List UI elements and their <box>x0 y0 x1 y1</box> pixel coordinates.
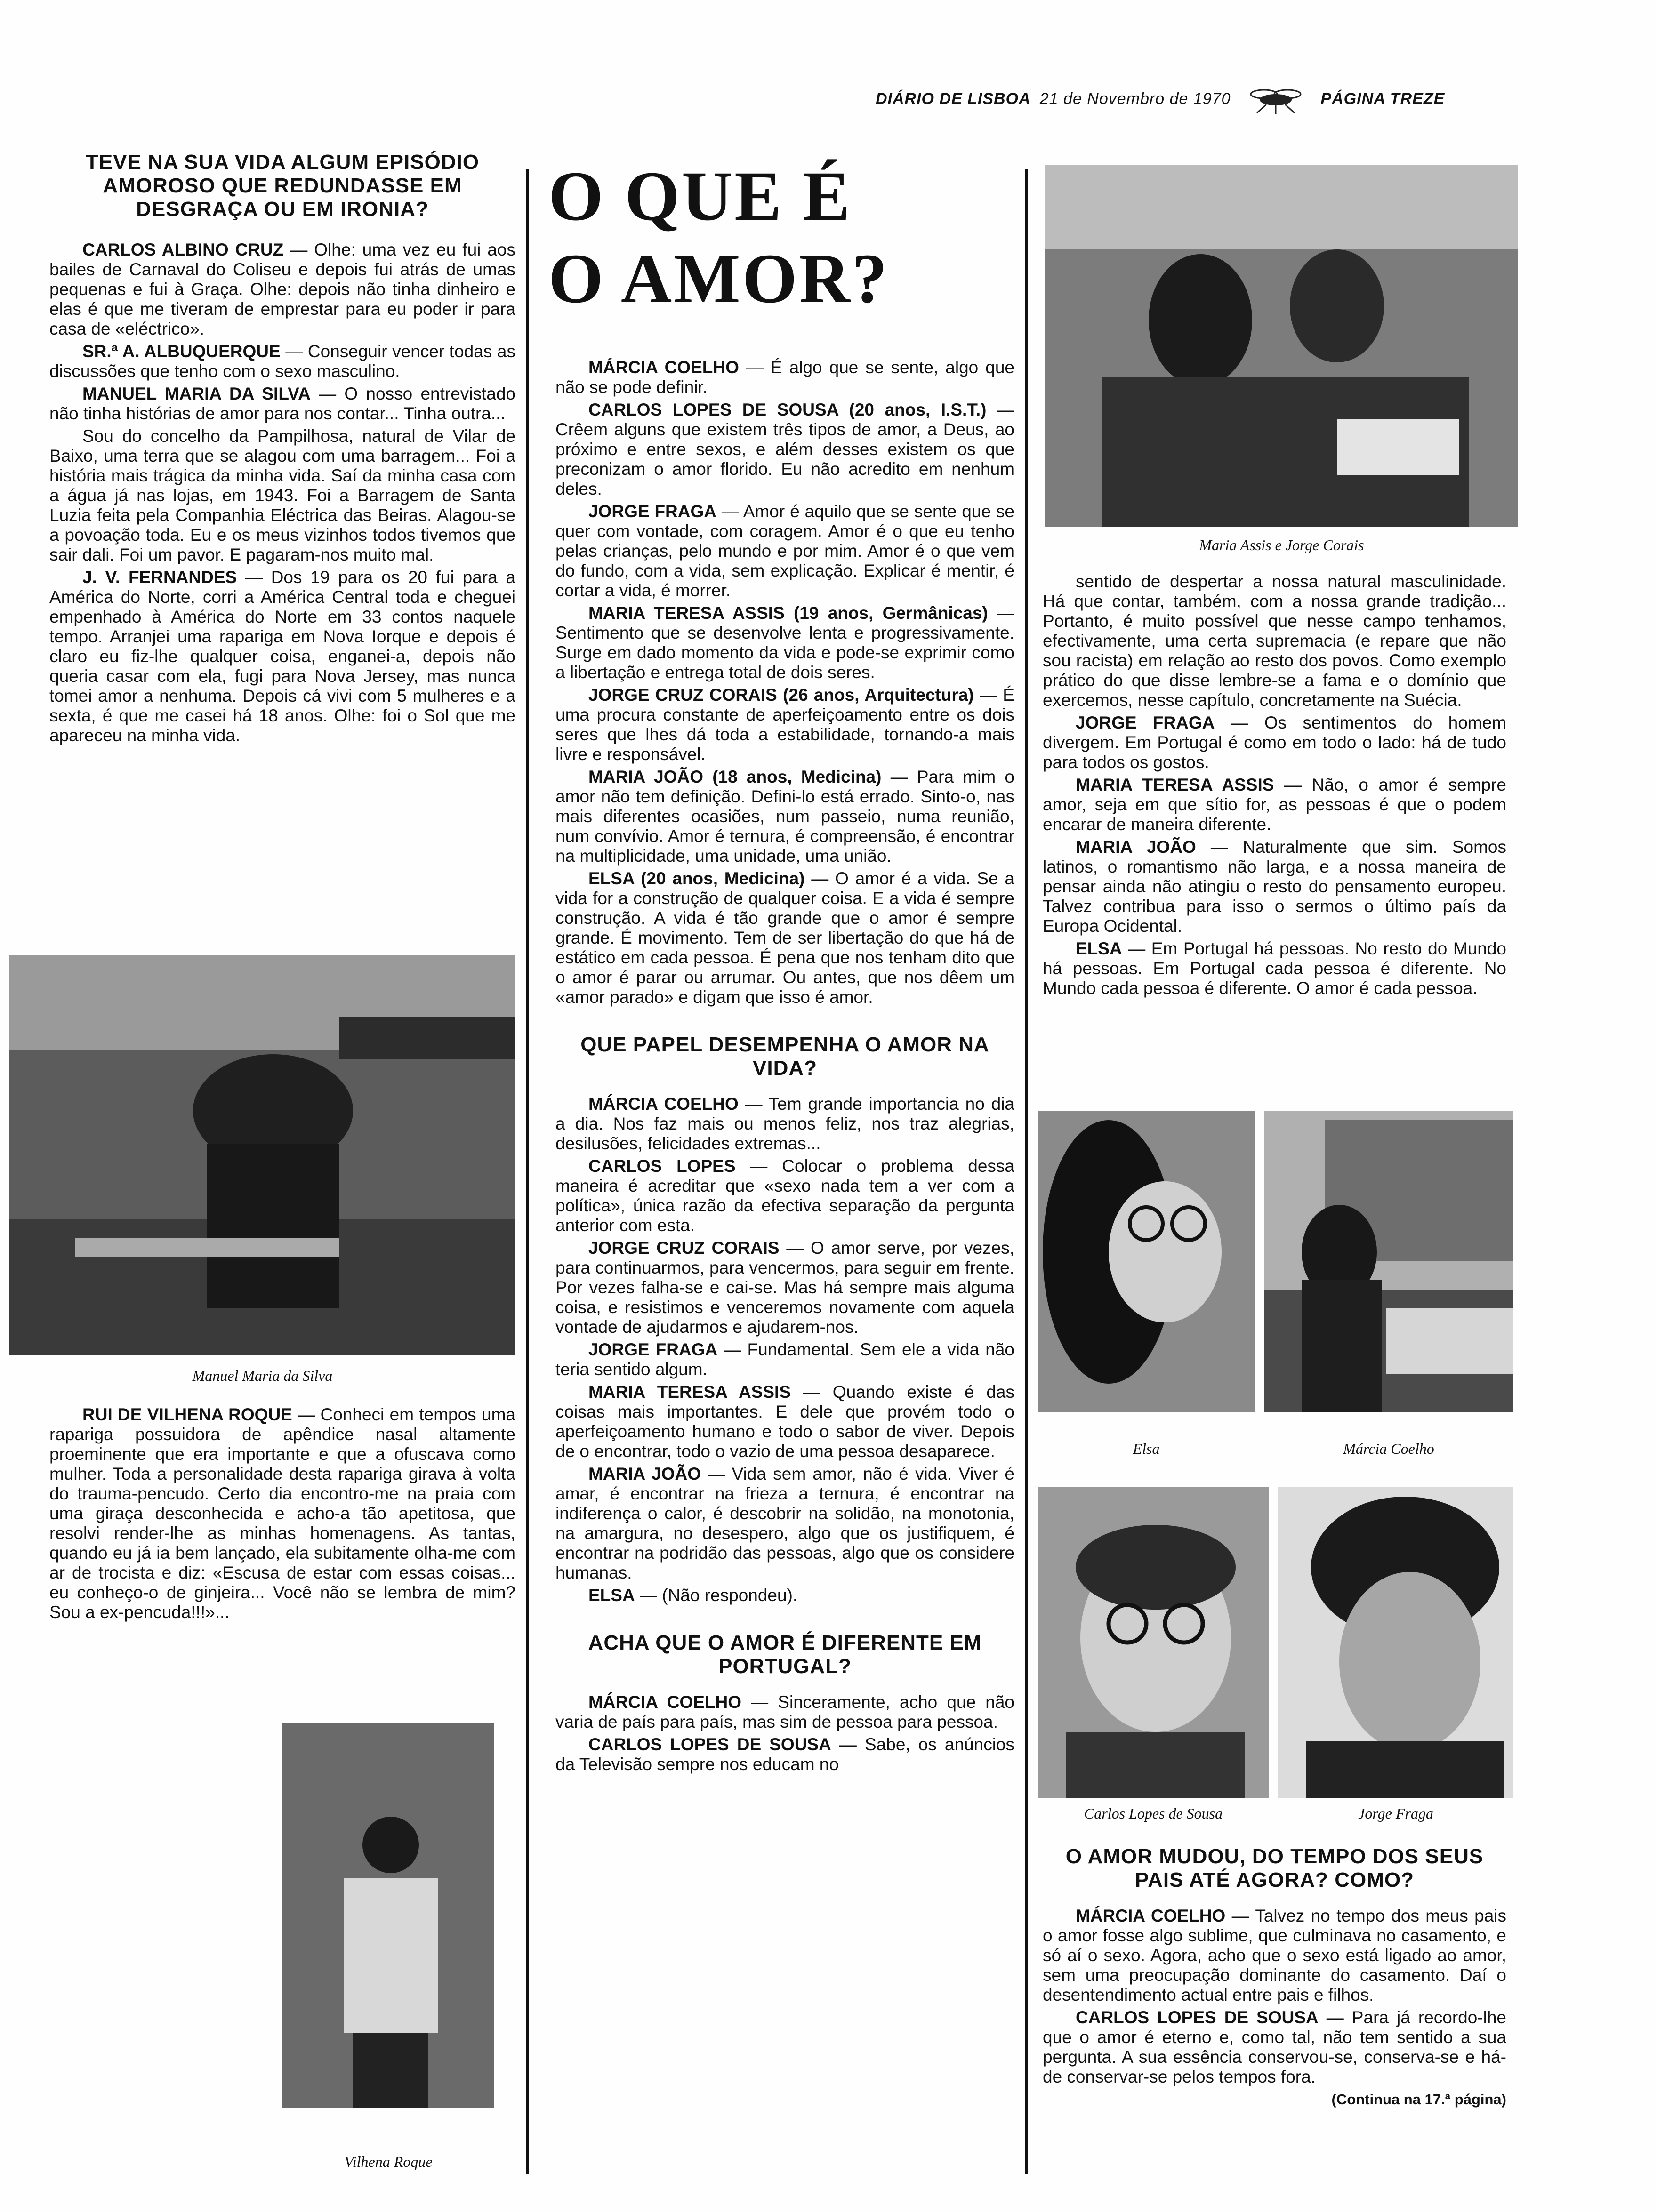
answer-paragraph <box>1043 713 1506 772</box>
caption-manuel: Manuel Maria da Silva <box>192 1367 333 1384</box>
question-heading-4: O AMOR MUDOU, DO TEMPO DOS SEUS PAIS ATÉ AGORA? COMO? <box>1065 1845 1484 1891</box>
answer-paragraph <box>1043 775 1506 834</box>
continues-note: (Continua na 17.ª página) <box>1331 2091 1506 2108</box>
speaker-name: ELSA <box>588 1586 635 1605</box>
question-heading-3: ACHA QUE O AMOR É DIFERENTE EM PORTUGAL? <box>588 1631 982 1678</box>
speaker-name: JORGE FRAGA <box>588 1340 718 1359</box>
answer-paragraph <box>555 767 1014 866</box>
headline-line-2: O AMOR? <box>548 240 889 318</box>
answer-paragraph <box>555 1238 1014 1337</box>
answers-list-3 <box>1043 572 1506 998</box>
photo-man-on-bench-icon <box>9 955 515 1355</box>
answer-paragraph <box>555 1156 1014 1235</box>
answer-text: — O amor serve, por vezes, para continuarmos, para vencermos, para seguir em frente. Por vezes falha-se e cai-se. Mas há sempre mais alguma coisa, e resistimos e venceremos novamente com aquela vontade de ajudarmos e ajudarem-nos. <box>555 1238 1014 1337</box>
answer-paragraph <box>555 869 1014 1007</box>
column-rule-2 <box>1025 169 1028 2174</box>
caption-carlos: Carlos Lopes de Sousa <box>1084 1805 1223 1822</box>
answer-paragraph <box>49 1405 515 1622</box>
answer-text: — Para mim o amor não tem definição. Defini-lo está errado. Sinto-o, nas mais diferentes ocasiões, num passeio, numa reunião, num convívio. Amor é ternura, é compreensão, é encontrar na multiplicidade, uma unidade, uma união. <box>555 767 1014 866</box>
answer-text: — É algo que se sente, algo que não se pode definir. <box>555 358 1014 397</box>
speaker-name: JORGE FRAGA <box>588 502 716 521</box>
column-3 <box>1043 572 1506 1001</box>
speaker-name: MÁRCIA COELHO <box>1076 1906 1226 1925</box>
answers-list-1b <box>49 1405 515 1622</box>
newspaper-name: DIÁRIO DE LISBOA <box>876 89 1030 108</box>
answer-paragraph <box>1043 1906 1506 2005</box>
speaker-name: CARLOS LOPES DE SOUSA <box>588 1735 831 1754</box>
answer-text: — Não, o amor é sempre amor, seja em que sítio for, as pessoas é que o podem encarar de maneira diferente. <box>1043 775 1506 834</box>
speaker-name: SR.ª A. ALBUQUERQUE <box>82 342 281 361</box>
answer-text: — Olhe: uma vez eu fui aos bailes de Carnaval do Coliseu e depois fui atrás de umas pequenas e fui à Graça. Olhe: depois não tinha dinheiro e elas é que me tiveram de emprestar para eu poder ir para casa de «eléctrico». <box>49 240 515 338</box>
answer-paragraph <box>555 1735 1014 1774</box>
speaker-name: CARLOS LOPES DE SOUSA <box>1076 2008 1319 2027</box>
answer-text: — Sentimento que se desenvolve lenta e progressivamente. Surge em dado momento da vida e pode-se exprimir como a libertação e entrega total de dois seres. <box>555 603 1015 682</box>
caption-vilhena: Vilhena Roque <box>344 2153 433 2170</box>
speaker-name: JORGE CRUZ CORAIS <box>588 1238 780 1258</box>
answers-list-2b <box>555 1094 1014 1605</box>
photo-maria-assis-jorge-corais <box>1045 165 1518 527</box>
answer-paragraph <box>555 603 1014 682</box>
question-heading-1: TEVE NA SUA VIDA ALGUM EPISÓDIO AMOROSO QUE REDUNDASSE EM DESGRAÇA OU EM IRONIA? <box>85 151 480 221</box>
speaker-name: J. V. FERNANDES <box>82 568 237 587</box>
answer-paragraph <box>555 502 1014 601</box>
page-header <box>876 86 1445 114</box>
headline-line-1: O QUE É <box>548 157 852 235</box>
answers-list-2c <box>555 1692 1014 1774</box>
photo-marcia-coelho <box>1264 1111 1513 1412</box>
answer-text: — Naturalmente que sim. Somos latinos, o romantismo não larga, e a nossa maneira de pensar ainda não atingiu o resto do pensamento europeu. Talvez contribua para isso o sermos o último país da Europa Ocidental. <box>1043 837 1507 936</box>
answer-text: — Colocar o problema dessa maneira é acreditar que «sexo nada tem a ver com a política», única razão da efectiva separação da pergunta anterior com esta. <box>555 1156 1014 1235</box>
speaker-name: JORGE FRAGA <box>1076 713 1215 732</box>
answer-text: — Tem grande importancia no dia a dia. Nos faz mais ou menos feliz, nos traz alegrias, desilusões, felicidades extremas... <box>555 1094 1014 1153</box>
answer-paragraph <box>555 1464 1014 1583</box>
answer-paragraph <box>1043 572 1506 710</box>
caption-assis-corais: Maria Assis e Jorge Corais <box>1199 537 1364 553</box>
answer-text: — Sabe, os anúncios da Televisão sempre nos educam no <box>555 1735 1015 1774</box>
answer-paragraph <box>555 358 1014 397</box>
issue-date: 21 de Novembro de 1970 <box>1039 89 1231 108</box>
photo-young-man-icon <box>1278 1487 1513 1798</box>
answer-text: Sou do concelho da Pampilhosa, natural de Vilar de Baixo, uma terra que se alagou com uma barragem... Foi a história mais trágica da minha vida. Saí da minha casa com a água já nas lojas, em 1943. Foi a Barragem de Santa Luzia feita pela Companhia Eléctrica das Beiras. Alagou-se a povoação toda. Eu e os meus vizinhos todos tivemos que sair dali. Foi um pavor. E pagaram-nos muito mal. <box>49 426 515 564</box>
answer-text: — É uma procura constante de aperfeiçoamento entre os dois seres que lhes dá toda a estabilidade, tornando-a mais livre e responsável. <box>555 685 1014 764</box>
photo-elsa <box>1038 1111 1255 1412</box>
photo-manuel-maria-da-silva <box>9 955 515 1355</box>
caption-marcia: Márcia Coelho <box>1343 1440 1434 1457</box>
answer-text: — Conheci em tempos uma rapariga possuidora de apêndice nasal altamente proeminente que era importante e que a ofuscava como mulher. Toda a personalidade desta rapariga girava à volta do trauma-pencudo. Certo dia encontro-me na praia com uma giraça desconhecida e acho-a tão apetitosa, que resolvi render-lhe as minhas homenagens. As tantas, quando eu já ia bem lançado, ela subitamente olha-me com ar de trocista e diz: «Escusa de estar com essas coisas... eu conheço-o de ginjeira... Você não se lembra de mim? Sou a ex-pencuda!!!»... <box>49 1405 515 1622</box>
speaker-name: MARIA JOÃO <box>1076 837 1196 857</box>
answer-text: — Sinceramente, acho que não varia de país para país, mas sim de pessoa para pessoa. <box>555 1692 1014 1731</box>
photo-woman-street-icon <box>1264 1111 1513 1412</box>
answer-text: — Dos 19 para os 20 fui para a América do Norte, corri a América Central toda e cheguei empenhado à América do Norte em 33 contos naquele tempo. Arranjei uma rapariga em Nova Iorque e depois é claro eu fiz-lhe qualquer coisa, enganei-a, depois não queria casar com ela, fugi para Nova Jersey, mas nunca tomei amor a nenhuma. Depois cá vivi com 5 mulheres e a sexta, é que me casei há 18 anos. Olhe: foi o Sol que me apareceu na minha vida. <box>49 568 516 745</box>
answer-paragraph <box>1043 939 1506 998</box>
answer-text: — Quando existe é das coisas mais importantes. E dele que provém todo o aperfeiçoamento humano e todo o sabor de viver. Depois de o encontrar, todo o vazio de uma pessoa desaparece. <box>555 1382 1014 1461</box>
answer-paragraph <box>49 240 515 339</box>
photo-woman-glasses-icon <box>1038 1111 1255 1412</box>
fly-icon <box>1240 86 1311 114</box>
answer-paragraph <box>555 685 1014 764</box>
answer-paragraph <box>555 1382 1014 1461</box>
answer-paragraph <box>555 1094 1014 1154</box>
answer-text: — O nosso entrevistado não tinha histórias de amor para nos contar... Tinha outra... <box>49 384 516 423</box>
speaker-name: MARIA JOÃO <box>588 1464 701 1483</box>
headline <box>548 155 889 320</box>
answer-text: — (Não respondeu). <box>635 1586 798 1605</box>
answer-text: — Crêem alguns que existem três tipos de amor, a Deus, ao próximo e entre sexos, e além desses existem os que preconizam o amor florido. Eu não acredito em nenhum deles. <box>555 400 1014 498</box>
answer-paragraph <box>1043 2008 1506 2087</box>
speaker-name: CARLOS ALBINO CRUZ <box>82 240 284 259</box>
photo-vilhena-roque <box>282 1723 494 2108</box>
question-heading-2: QUE PAPEL DESEMPENHA O AMOR NA VIDA? <box>580 1033 989 1080</box>
speaker-name: MÁRCIA COELHO <box>588 358 739 377</box>
answer-text: — Em Portugal há pessoas. No resto do Mundo há pessoas. Em Portugal cada pessoa é diferente. No Mundo cada pessoa é diferente. O amor é cada pessoa. <box>1043 939 1506 998</box>
speaker-name: MANUEL MARIA DA SILVA <box>82 384 311 403</box>
column-1-continued <box>49 1405 515 1625</box>
answer-text: — Amor é aquilo que se sente que se quer com vontade, com coragem. Amor é o que eu tenho pelas crianças, pelo mundo e por mim. Amor é o que vem do fundo, com a vida, sem explicação. Explicar é mentir, é cortar a vida, é morrer. <box>555 502 1015 600</box>
answer-paragraph <box>555 1340 1014 1379</box>
answer-text: — Talvez no tempo dos meus pais o amor fosse algo sublime, que culminava no casamento, e só aí o sexo. Agora, acho que o sexo está ligado ao amor, sem uma preocupação dominante do casamento. Daí o desentendimento actual entre pais e filhos. <box>1043 1906 1507 2004</box>
speaker-name: MÁRCIA COELHO <box>588 1094 739 1114</box>
answer-text: — Conseguir vencer todas as discussões que tenho com o sexo masculino. <box>49 342 515 381</box>
speaker-name: MARIA JOÃO (18 anos, Medicina) <box>588 767 882 786</box>
caption-elsa: Elsa <box>1133 1440 1160 1457</box>
column-1 <box>49 151 515 748</box>
speaker-name: MARIA TERESA ASSIS (19 anos, Germânicas) <box>588 603 988 623</box>
column-2 <box>555 358 1014 1777</box>
photo-jorge-fraga <box>1278 1487 1513 1798</box>
speaker-name: MARIA TERESA ASSIS <box>1076 775 1274 794</box>
page-number: PÁGINA TREZE <box>1320 89 1445 108</box>
photo-man-glasses-icon <box>1038 1487 1269 1798</box>
column-rule-1 <box>526 169 529 2174</box>
answer-text: — Fundamental. Sem ele a vida não teria sentido algum. <box>555 1340 1015 1379</box>
answer-paragraph <box>49 426 515 565</box>
answer-text: — Os sentimentos do homem divergem. Em Portugal é como em todo o lado: há de tudo para todos os gostos. <box>1043 713 1507 772</box>
photo-standing-man-icon <box>282 1723 494 2108</box>
answer-paragraph <box>49 342 515 381</box>
speaker-name: MARIA TERESA ASSIS <box>588 1382 791 1402</box>
answer-paragraph <box>49 384 515 424</box>
column-3-continued <box>1043 1845 1506 2109</box>
answers-list-1 <box>49 240 515 745</box>
answer-text: — Vida sem amor, não é vida. Viver é amar, é encontrar na frieza a ternura, é encontrar na indiferença o calor, é descobrir na solidão, na monotonia, na amargura, no desespero, algo que os justifiquem, é encontrar na podridão das pessoas, algo que os considere humanas. <box>555 1464 1015 1582</box>
speaker-name: RUI DE VILHENA ROQUE <box>82 1405 292 1424</box>
answer-paragraph <box>555 1692 1014 1732</box>
photo-couple-icon <box>1045 165 1518 527</box>
speaker-name: ELSA <box>1076 939 1122 958</box>
speaker-name: CARLOS LOPES DE SOUSA (20 anos, I.S.T.) <box>588 400 987 419</box>
speaker-name: MÁRCIA COELHO <box>588 1692 742 1712</box>
answers-list-3b <box>1043 1906 1506 2087</box>
speaker-name: CARLOS LOPES <box>588 1156 736 1176</box>
answer-text: sentido de despertar a nossa natural masculinidade. Há que contar, também, com a nossa grande tradição... Portanto, é muito possível que nesse campo tenhamos, efectivamente, uma certa supremacia (e repare que não sou racista) em relação ao resto dos povos. Como exemplo prático do que disse lembre-se a fama e o domínio que exercemos, nesse capítulo, concretamente na Suécia. <box>1043 572 1506 710</box>
caption-jorge: Jorge Fraga <box>1358 1805 1433 1822</box>
photo-carlos-lopes-de-sousa <box>1038 1487 1269 1798</box>
answers-list-2 <box>555 358 1014 1007</box>
answer-text: — O amor é a vida. Se a vida for a construção de qualquer coisa. E a vida é sempre construção. A vida é tão grande que o amor é sempre grande. É movimento. Tem de ser libertação do que há de estático em cada pessoa. É pena que nos tenham dito que o amor é parar ou arrumar. Ou antes, que nos dêem um «amor parado» e digam que isso é amor. <box>555 869 1014 1007</box>
answer-paragraph <box>555 1586 1014 1605</box>
answer-paragraph <box>1043 837 1506 936</box>
answer-paragraph <box>49 568 515 745</box>
answer-paragraph <box>555 400 1014 499</box>
speaker-name: ELSA (20 anos, Medicina) <box>588 869 805 888</box>
answer-text: — Para já recordo-lhe que o amor é eterno e, como tal, não tem sentido a sua pergunta. A sua essência conservou-se, conserva-se e há-de conservar-se pelos tempos fora. <box>1043 2008 1506 2086</box>
speaker-name: JORGE CRUZ CORAIS (26 anos, Arquitectura) <box>588 685 974 705</box>
